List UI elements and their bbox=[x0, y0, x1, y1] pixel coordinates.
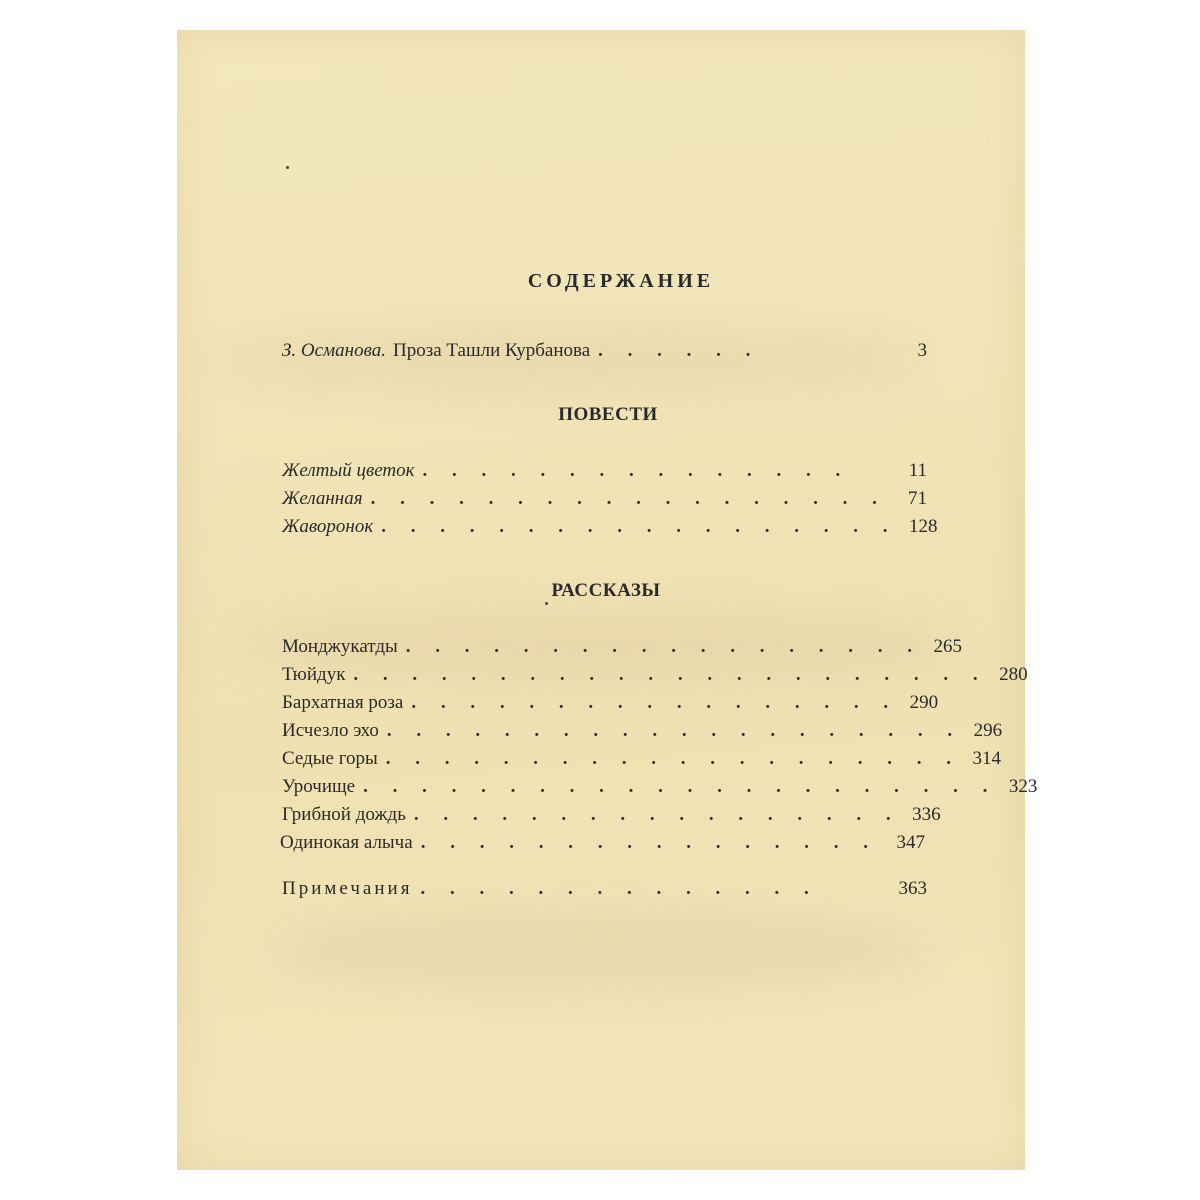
toc-entry-title: Примечания bbox=[282, 878, 413, 899]
toc-entry-title: Седые горы bbox=[282, 748, 378, 769]
toc-dot-leader: . . . . . . . . . . . . . . . bbox=[422, 460, 851, 481]
toc-page-number: 3 bbox=[917, 340, 927, 361]
toc-dot-leader: . . . . . . . . . . . . . . . . . bbox=[413, 804, 901, 825]
toc-page-number: 347 bbox=[896, 832, 925, 853]
toc-dot-leader: . . . . . . . . . . . . . . . . bbox=[420, 832, 878, 853]
toc-entry[interactable] bbox=[282, 746, 1002, 772]
toc-entry[interactable] bbox=[282, 514, 938, 540]
toc-page-number: 128 bbox=[908, 516, 938, 537]
toc-dot-leader: . . . . . . . . . . . . . . . . . . . . bbox=[385, 748, 962, 769]
toc-entry-title: Желтый цветок bbox=[282, 460, 415, 481]
contents-title: СОДЕРЖАНИЕ bbox=[527, 270, 715, 292]
toc-entry-notes[interactable] bbox=[282, 876, 927, 902]
toc-page-number: 336 bbox=[912, 804, 941, 825]
section-heading-rasskazy: РАССКАЗЫ bbox=[551, 580, 661, 601]
toc-entry[interactable] bbox=[282, 718, 1003, 744]
toc-page-number: 71 bbox=[908, 488, 927, 509]
toc-entry[interactable] bbox=[282, 774, 1038, 800]
toc-entry[interactable] bbox=[282, 458, 927, 484]
toc-entry-title: Бархатная роза bbox=[282, 692, 404, 713]
toc-entry-title: Проза Ташли Курбанова bbox=[392, 340, 591, 361]
toc-dot-leader: . . . . . . . . . . . . . . . . . bbox=[411, 692, 899, 713]
toc-page-number: 11 bbox=[908, 460, 927, 481]
print-speck bbox=[286, 166, 289, 169]
toc-dot-leader: . . . . . . . . . . . . . . bbox=[420, 878, 819, 899]
toc-entry-title: Монджукатды bbox=[282, 636, 398, 657]
book-page bbox=[177, 30, 1038, 1170]
toc-entry-title: Жаворонок bbox=[282, 516, 374, 537]
toc-page-number: 280 bbox=[999, 664, 1028, 685]
toc-page-number: 296 bbox=[973, 720, 1003, 741]
toc-entry-intro[interactable] bbox=[282, 338, 927, 364]
toc-page-number: 363 bbox=[898, 878, 927, 899]
toc-page-number: 323 bbox=[1008, 776, 1038, 797]
toc-entry-title: Грибной дождь bbox=[282, 804, 406, 825]
toc-entry-title: Одинокая алыча bbox=[280, 832, 413, 853]
toc-entry[interactable] bbox=[282, 802, 941, 828]
toc-entry-author: З. Османова. bbox=[282, 340, 386, 361]
paper-stain bbox=[277, 910, 927, 990]
toc-dot-leader: . . . . . . bbox=[598, 340, 761, 361]
print-speck bbox=[545, 602, 548, 605]
toc-entry-title: Исчезло эхо bbox=[282, 720, 379, 741]
toc-page-number: 265 bbox=[933, 636, 963, 657]
toc-entry-title: Тюйдук bbox=[282, 664, 346, 685]
toc-entry[interactable] bbox=[282, 634, 963, 660]
toc-dot-leader: . . . . . . . . . . . . . . . . . . . . bbox=[386, 720, 963, 741]
toc-dot-leader: . . . . . . . . . . . . . . . . . . . . . . bbox=[353, 664, 988, 685]
toc-dot-leader: . . . . . . . . . . . . . . . . . . bbox=[370, 488, 887, 509]
toc-entry[interactable] bbox=[282, 486, 927, 512]
toc-dot-leader: . . . . . . . . . . . . . . . . . . bbox=[405, 636, 923, 657]
toc-entry[interactable] bbox=[282, 690, 939, 716]
toc-entry-title: Желанная bbox=[282, 488, 363, 509]
section-heading-povesti: ПОВЕСТИ bbox=[558, 404, 658, 425]
toc-entry[interactable] bbox=[280, 830, 925, 856]
toc-dot-leader: . . . . . . . . . . . . . . . . . . . . . . bbox=[363, 776, 998, 797]
toc-entry[interactable] bbox=[282, 662, 1028, 688]
toc-page-number: 290 bbox=[909, 692, 939, 713]
toc-entry-title: Урочище bbox=[282, 776, 356, 797]
toc-dot-leader: . . . . . . . . . . . . . . . . . . bbox=[381, 516, 898, 537]
toc-page-number: 314 bbox=[972, 748, 1002, 769]
